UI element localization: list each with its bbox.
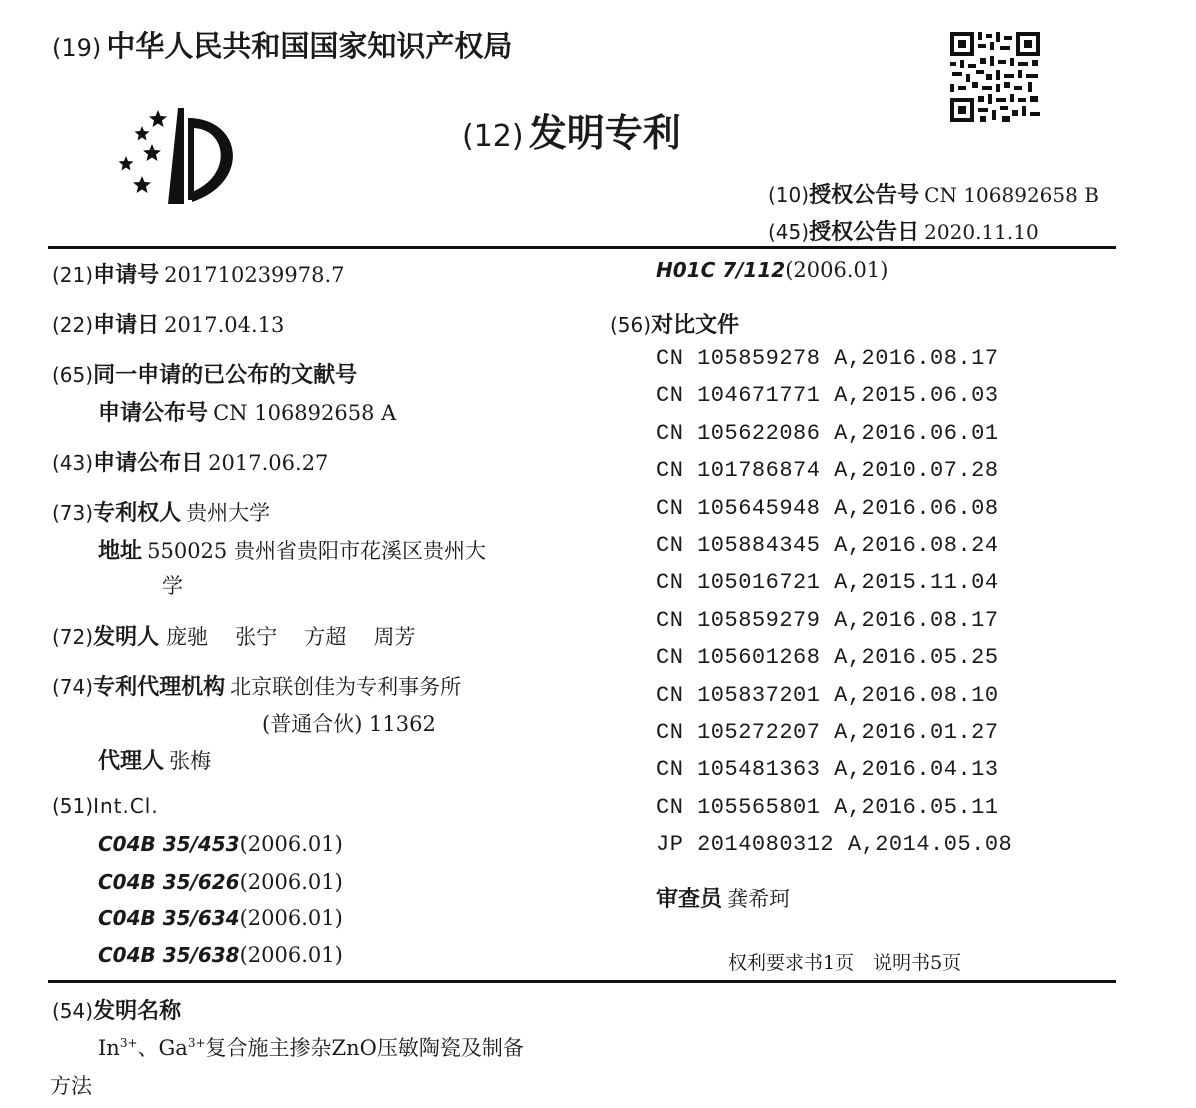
title-heading: [52, 994, 181, 1025]
app-pub-no-label: 申请公布号: [98, 401, 209, 426]
intcl-item-ver: (2006.01): [239, 943, 343, 967]
app-date-code: (22): [52, 313, 94, 337]
prior-pub-label: 同一申请的已公布的文献号: [93, 363, 358, 388]
app-pub-date: 2017.06.27: [208, 451, 329, 475]
grant-date: 2020.11.10: [924, 220, 1039, 244]
invention-title-line2: 方法: [50, 1074, 92, 1098]
prior-pub-row: [52, 358, 357, 389]
agency-line1: 北京联创佳为专利事务所: [230, 675, 462, 699]
title-part1: In: [98, 1036, 120, 1060]
examiner: 龚希珂: [727, 887, 791, 911]
intcl-item: [98, 906, 343, 930]
intcl-extra-code: H01C 7/112: [656, 258, 786, 282]
citation-item: CN 105645948 A,2016.06.08: [656, 496, 999, 521]
office-code: (19): [52, 34, 102, 62]
intcl-item: [98, 870, 343, 894]
doc-type: 发明专利: [528, 111, 681, 155]
citations-label: 对比文件: [651, 313, 740, 338]
intcl-code: (51): [52, 794, 94, 818]
citation-item: CN 101786874 A,2010.07.28: [656, 458, 999, 483]
app-no-label: 申请号: [93, 263, 160, 288]
intcl-item-ver: (2006.01): [239, 906, 343, 930]
grant-date-label: 授权公告日: [809, 220, 920, 245]
patentee-row: [52, 496, 270, 527]
intcl-row: [52, 794, 159, 818]
page-count: 权利要求书1页 说明书5页: [728, 952, 962, 974]
agent-label: 代理人: [98, 749, 165, 774]
agent: 张梅: [169, 749, 212, 773]
intcl-item-ver: (2006.01): [239, 832, 343, 856]
app-pub-date-code: (43): [52, 451, 94, 475]
citation-item: CN 105622086 A,2016.06.01: [656, 421, 999, 446]
patentee-code: (73): [52, 501, 94, 525]
agency-code: (74): [52, 675, 94, 699]
inventor-2: 张宁: [235, 625, 278, 649]
citation-item: CN 105481363 A,2016.04.13: [656, 757, 999, 782]
inventor-1: 庞驰: [166, 625, 209, 649]
intcl-item: [98, 943, 343, 967]
intcl-item-code: C04B 35/638: [98, 943, 240, 967]
citation-item: CN 104671771 A,2015.06.03: [656, 383, 999, 408]
inventor-row: [52, 620, 415, 651]
citations-code: (56): [610, 313, 652, 337]
citation-item: CN 105272207 A,2016.01.27: [656, 720, 999, 745]
grant-pub-no-row: [768, 178, 1099, 209]
agency-label: 专利代理机构: [93, 675, 226, 700]
intcl-extra-ver: (2006.01): [785, 258, 889, 282]
title-label: 发明名称: [93, 999, 182, 1024]
doc-type-heading: [462, 102, 681, 157]
intcl-extra-row: [656, 258, 888, 282]
prior-pub-code: (65): [52, 363, 94, 387]
address-line1: 550025 贵州省贵阳市花溪区贵州大: [147, 539, 486, 563]
examiner-label: 审查员: [656, 887, 723, 912]
app-pub-date-label: 申请公布日: [93, 451, 204, 476]
address-label: 地址: [98, 539, 143, 564]
title-part3: 复合施主掺杂ZnO压敏陶瓷及制备: [205, 1036, 524, 1060]
grant-pub-no-label: 授权公告号: [809, 183, 920, 208]
bottom-divider: [48, 980, 1116, 983]
citation-item: CN 105859279 A,2016.08.17: [656, 608, 999, 633]
cnipa-emblem: [112, 104, 246, 212]
intcl-label: Int.Cl.: [93, 794, 159, 818]
app-pub-date-row: [52, 446, 328, 477]
agency-line2: (普通合伙) 11362: [262, 712, 436, 736]
invention-title-line1: [98, 1032, 524, 1062]
inventor-code: (72): [52, 625, 94, 649]
citation-item: JP 2014080312 A,2014.05.08: [656, 832, 1013, 857]
address-row: [98, 534, 486, 565]
citation-item: CN 105884345 A,2016.08.24: [656, 533, 999, 558]
patentee: 贵州大学: [186, 501, 271, 525]
citations-heading: [610, 308, 739, 339]
grant-date-row: [768, 215, 1039, 246]
address-line2: 学: [162, 574, 183, 598]
app-no-code: (21): [52, 263, 94, 287]
inventor-3: 方超: [304, 625, 347, 649]
app-pub-no: CN 106892658 A: [213, 401, 397, 425]
title-sup1: 3+: [119, 1036, 138, 1050]
office-name: 中华人民共和国国家知识产权局: [106, 29, 513, 63]
grant-date-code: (45): [768, 220, 810, 244]
app-no: 201710239978.7: [164, 263, 345, 287]
citation-item: CN 105859278 A,2016.08.17: [656, 346, 999, 371]
top-divider: [48, 246, 1116, 249]
qr-code: [948, 30, 1042, 124]
agent-row: [98, 744, 211, 775]
title-sup2: 3+: [187, 1036, 206, 1050]
intcl-item: [98, 832, 343, 856]
patentee-label: 专利权人: [93, 501, 182, 526]
app-no-row: [52, 258, 345, 289]
citation-item: CN 105016721 A,2015.11.04: [656, 570, 999, 595]
app-date-label: 申请日: [93, 313, 160, 338]
doc-type-code: (12): [462, 119, 524, 154]
app-date-row: [52, 308, 284, 339]
grant-pub-no-code: (10): [768, 183, 810, 207]
citation-item: CN 105601268 A,2016.05.25: [656, 645, 999, 670]
examiner-row: [656, 882, 790, 913]
title-code: (54): [52, 999, 94, 1023]
inventor-4: 周芳: [373, 625, 416, 649]
title-part2: 、Ga: [137, 1036, 188, 1060]
intcl-item-code: C04B 35/626: [98, 870, 240, 894]
app-date: 2017.04.13: [164, 313, 285, 337]
intcl-item-ver: (2006.01): [239, 870, 343, 894]
intcl-item-code: C04B 35/453: [98, 832, 240, 856]
citation-item: CN 105565801 A,2016.05.11: [656, 795, 999, 820]
inventor-label: 发明人: [93, 625, 160, 650]
app-pub-no-row: [98, 396, 396, 427]
citation-item: CN 105837201 A,2016.08.10: [656, 683, 999, 708]
grant-pub-no: CN 106892658 B: [924, 183, 1099, 207]
agency-row: [52, 670, 461, 701]
office-header: [52, 24, 512, 65]
intcl-item-code: C04B 35/634: [98, 906, 240, 930]
